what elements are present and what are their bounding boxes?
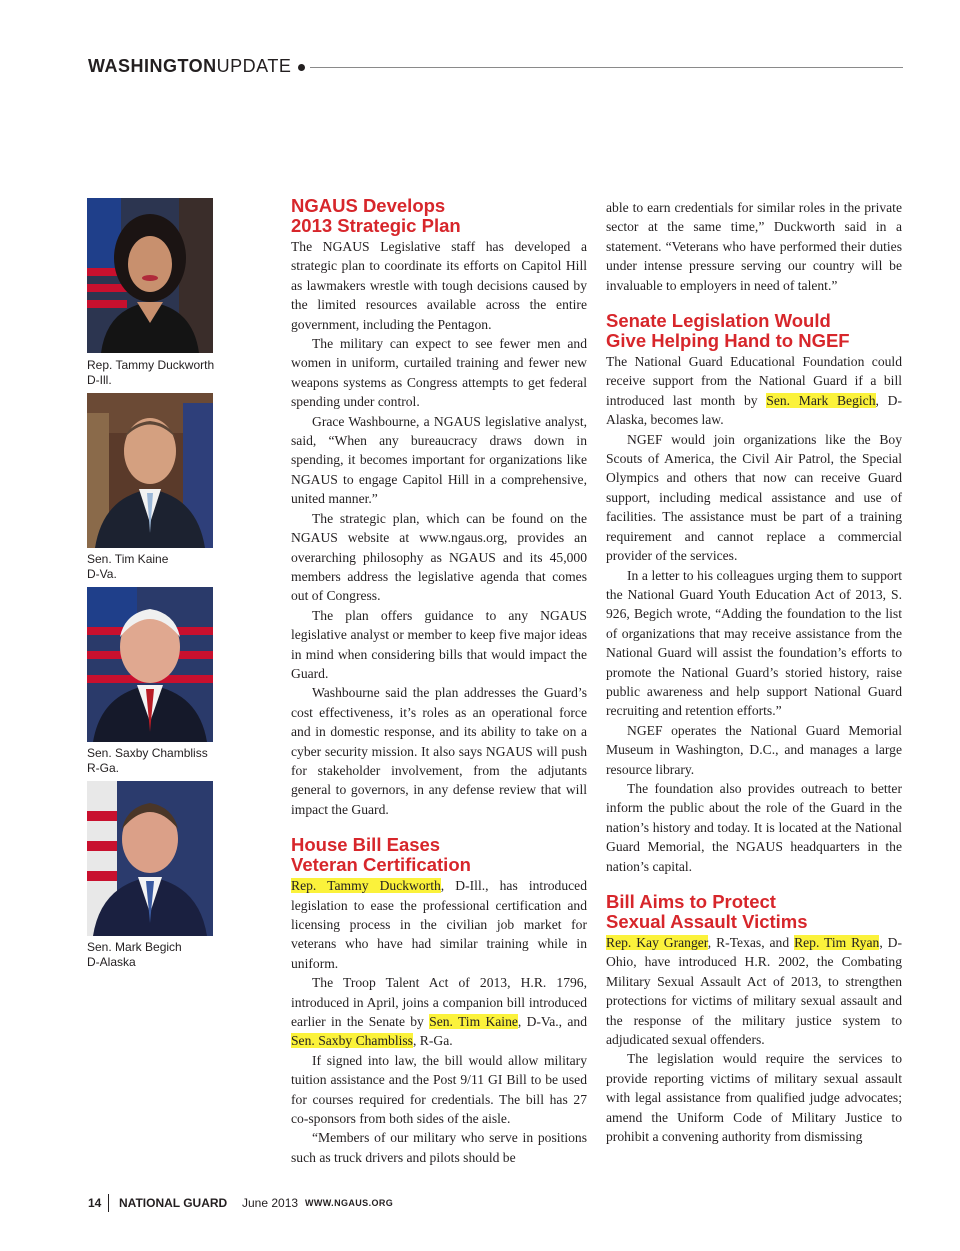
page-header <box>88 56 903 80</box>
caption-name: Sen. Tim Kaine <box>87 552 169 566</box>
headline-line: House Bill Eases <box>291 834 441 856</box>
section-title <box>88 56 291 77</box>
highlighted-name: Rep. Tim Ryan <box>794 935 880 950</box>
caption-party: R-Ga. <box>87 761 120 775</box>
portrait-begich-image <box>87 781 213 936</box>
paragraph: NGEF operates the National Guard Memorial Museum in Washington, D.C., and manages a large resource library. <box>606 722 902 777</box>
footer-divider <box>108 1194 109 1212</box>
caption-name: Sen. Mark Begich <box>87 940 182 954</box>
header-bullet-dot <box>298 64 305 71</box>
photo-chambliss <box>87 587 213 742</box>
caption-kaine <box>87 552 227 582</box>
text-run: , D-Ill., has introduced legislation to ease the professional certification and licensing process in the civilian job market for veterans who have had similar training while in uniform. <box>291 878 587 971</box>
text-run: The Troop Talent Act of 2013, H.R. 1796, introduced in April, joins a companion bill introduced earlier in the Senate by <box>291 975 587 1030</box>
caption-duckworth <box>87 358 227 388</box>
text-run: , R-Texas, and <box>707 935 795 950</box>
paragraph: “Members of our military who serve in positions such as truck drivers and pilots should be <box>291 1130 587 1165</box>
article-column-1 <box>291 196 587 1167</box>
section-title-bold: WASHINGTON <box>88 56 217 76</box>
headline-line: Veteran Certification <box>291 853 471 875</box>
headline-house-bill <box>291 835 587 874</box>
portrait-kaine-image <box>87 393 213 548</box>
caption-name: Sen. Saxby Chambliss <box>87 746 208 760</box>
headline-line: Give Helping Hand to NGEF <box>606 329 850 351</box>
publication-name: NATIONAL GUARD <box>119 1196 228 1210</box>
highlighted-name: Sen. Saxby Chambliss <box>291 1033 413 1049</box>
paragraph: In a letter to his colleagues urging them to support the National Guard Youth Education Act of 2013, S. 926, Begich wrote, “Adding the foundation to the list of organizations that may receive assistance from the National Guard will assist the foundation’s efforts to promote the National Guard’s storied history, raise public awareness and help support National Guard recruiting and retention efforts.” <box>606 567 902 719</box>
page-number: 14 <box>88 1196 102 1210</box>
paragraph <box>606 933 902 1049</box>
text-run: , D-Va., and <box>517 1014 587 1030</box>
highlighted-name: Rep. Tammy Duckworth <box>291 878 441 894</box>
paragraph: The strategic plan, which can be found on the NGAUS website at www.ngaus.org, provides an overarching philosophy as NGAUS and its 45,000 members address the legislative agenda that comes out of Congress. <box>291 510 587 604</box>
paragraph: If signed into law, the bill would allow military tuition assistance and the Post 9/11 GI Bill to be used for courses required for credentials. The bill has 27 co-sponsors from both sides of the aisle. <box>291 1052 587 1127</box>
paragraph: NGEF would join organizations like the Boy Scouts of America, the Civil Air Patrol, the Special Olympics and others that now can receive Guard support, including medical assistance and use of facilities. The assistance must be part of a training requirement and cannot replace a commercial provider of the services. <box>606 431 902 564</box>
photo-kaine <box>87 393 213 548</box>
photo-begich <box>87 781 213 936</box>
paragraph: The plan offers guidance to any NGAUS legislative analyst or member to keep five major ideas in mind when considering bills that would impact the Guard. <box>291 607 587 681</box>
text-run: , R-Ga. <box>412 1033 453 1049</box>
article-column-2 <box>606 198 902 1146</box>
portrait-duckworth-image <box>87 198 213 353</box>
headline-line: Sexual Assault Victims <box>606 910 808 932</box>
paragraph: Grace Washbourne, a NGAUS legislative analyst, said, “When any bureaucracy draws down in spending, it becomes important for organizations like NGAUS to engage Capitol Hill in a comprehensive, united manner.” <box>291 413 587 507</box>
highlighted-name: Sen. Mark Begich <box>766 392 876 408</box>
paragraph: The legislation would require the services to provide reporting victims of military sexual assault with legal assistance from qualified judge advocates; amend the Uniform Code of Military Justice to prohibit a convening authority from dismissing <box>606 1051 902 1145</box>
photo-duckworth <box>87 198 213 353</box>
highlighted-name: Sen. Tim Kaine <box>429 1014 518 1030</box>
caption-party: D-Alaska <box>87 955 136 969</box>
caption-name: Rep. Tammy Duckworth <box>87 358 215 372</box>
paragraph-continued: able to earn credentials for similar roles in the private sector at the same time,” Duckworth said in a statement. “Veterans who have performed their duties under intense pressure serving our country will be invaluable to employers in need of talent.” <box>606 200 902 293</box>
paragraph: The foundation also provides outreach to better inform the public about the role of the Guard in the nation’s history and today. It is located at the National Guard Memorial, the NGAUS headquarters in the nation’s capital. <box>606 780 902 874</box>
paragraph: The military can expect to see fewer men and women in uniform, curtailed training and fewer new weapons systems as Congress attempts to get federal spending under control. <box>291 336 587 410</box>
header-rule <box>310 67 903 68</box>
page-footer <box>88 1194 488 1214</box>
text-run: , D-Ohio, have introduced H.R. 2002, the Combating Military Sexual Assault Act of 2013, to strengthen protections for victims of military sexual assault and the response of the military justice system to adjudicated sexual offenders. <box>606 935 902 1048</box>
paragraph <box>606 352 902 430</box>
caption-party: D-Va. <box>87 567 117 581</box>
issue-date: June 2013 <box>242 1196 299 1210</box>
text-run: The National Guard Educational Foundation could receive support from the National Guard if a bill introduced last month by <box>606 354 902 408</box>
website-url: WWW.NGAUS.ORG <box>305 1198 394 1208</box>
caption-chambliss <box>87 746 227 776</box>
headline-sexual-assault <box>606 892 902 931</box>
headline-senate-legislation <box>606 311 902 350</box>
paragraph <box>291 973 587 1051</box>
headline-line: Bill Aims to Protect <box>606 891 776 912</box>
headline-line: 2013 Strategic Plan <box>291 214 461 236</box>
portrait-chambliss-image <box>87 587 213 742</box>
paragraph: The NGAUS Legislative staff has developed a strategic plan to coordinate its efforts on Capitol Hill as lawmakers wrestle with tough decisions caused by the limited resources available across the entire government, including the Pentagon. <box>291 239 587 332</box>
section-title-light: UPDATE <box>216 56 292 76</box>
caption-begich <box>87 940 227 970</box>
headline-strategic-plan <box>291 196 587 235</box>
paragraph: Washbourne said the plan addresses the Guard’s cost effectiveness, it’s roles as an operational force and in domestic response, and its ability to take on a cyber security mission. It also says NGAUS will push for stakeholder involvement, from the adjutants general to governors, in any defense review that will impact the Guard. <box>291 685 587 817</box>
headline-line: Senate Legislation Would <box>606 310 831 332</box>
headline-line: NGAUS Develops <box>291 195 446 216</box>
text-run: , D-Alaska, becomes law. <box>606 392 902 428</box>
caption-party: D-Ill. <box>87 373 112 387</box>
highlighted-name: Rep. Kay Granger <box>606 935 708 950</box>
paragraph <box>291 876 587 973</box>
